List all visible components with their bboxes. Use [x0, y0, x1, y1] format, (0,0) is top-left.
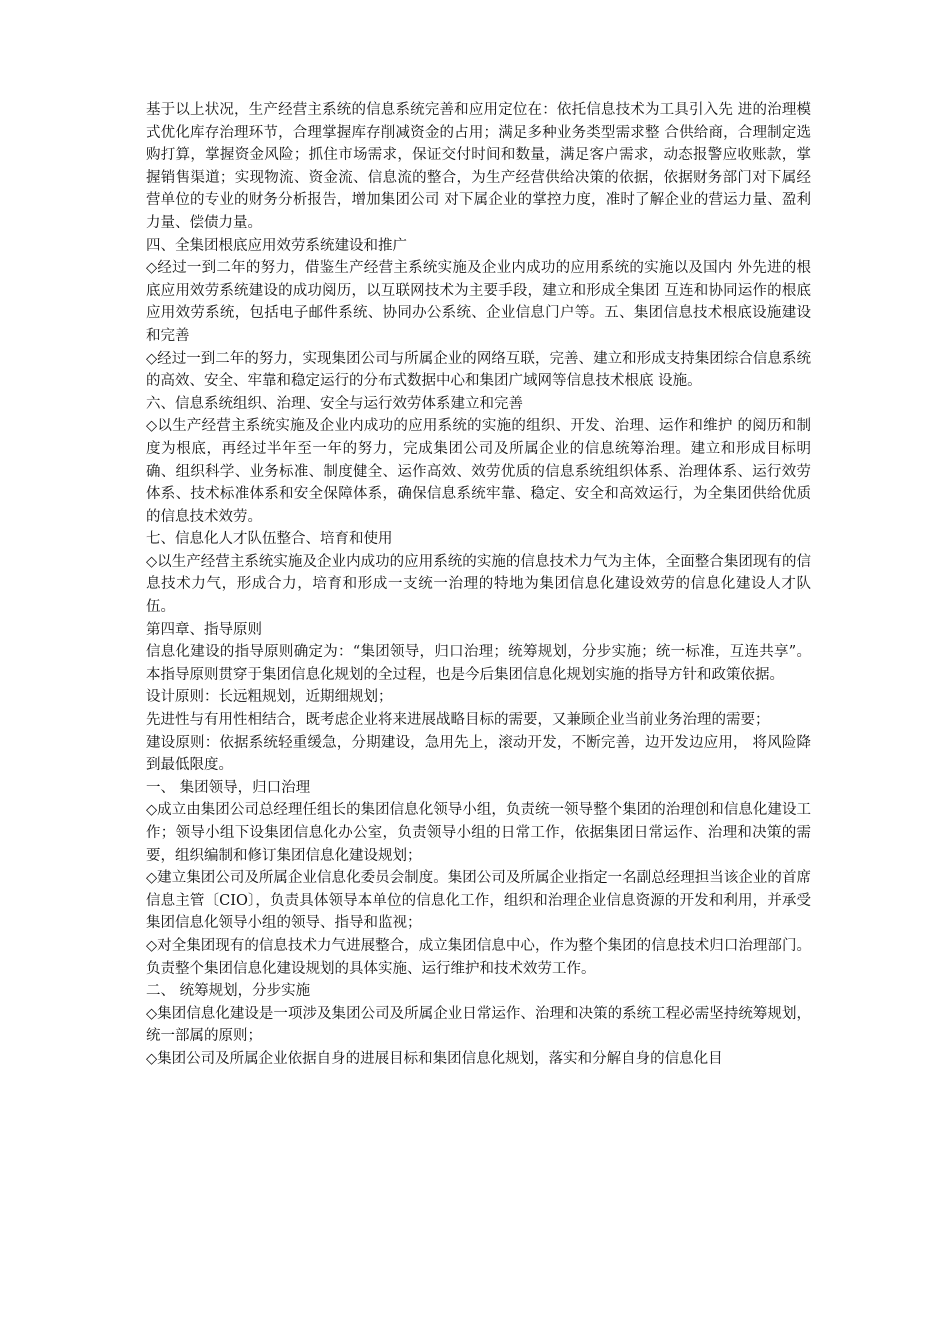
paragraph-basic-services: ◇经过一到二年的努力，借鉴生产经营主系统实施及企业内成功的应用系统的实施以及国内 外先进的根底应用效劳系统建设的成功阅历，以互联网技术为主要手段，建立和形成全集团 互连和协同运作的根底应用效劳系统，包括电子邮件系统、协同办公系统、企业信息门户等。五、集团信息技术根底设施建设和完善 [146, 260, 811, 344]
section-heading-4: 四、全集团根底应用效劳系统建设和推广 [146, 237, 407, 254]
paragraph-decompose-goals: ◇集团公司及所属企业依据自身的进展目标和集团信息化规划，落实和分解自身的信息化目 [146, 1050, 723, 1067]
paragraph-advanced-practical: 先进性与有用性相结合，既考虑企业将来进展战略目标的需要，又兼顾企业当前业务治理的需要； [146, 712, 770, 729]
paragraph-overall-planning: ◇集团信息化建设是一项涉及集团公司及所属企业日常运作、治理和决策的系统工程必需坚持统筹规划，统一部属的原则； [146, 1005, 811, 1045]
section-heading-6: 六、信息系统组织、治理、安全与运行效劳体系建立和完善 [146, 395, 523, 412]
chapter-heading-4: 第四章、指导原则 [146, 621, 262, 638]
section-heading-7: 七、信息化人才队伍整合、培育和使用 [146, 531, 393, 548]
paragraph-service-system: ◇以生产经营主系统实施及企业内成功的应用系统的实施的组织、开发、治理、运作和维护 的阅历和制度为根底，再经过半年至一年的努力，完成集团公司及所属企业的信息统筹治理。建立和形成目标明确、组织科学、业务标准、制度健全、运作高效、效劳优质的信息系统组织体系、治理体系、运行效劳体系、技术标准体系和安全保障体系，确保信息系统牢靠、稳定、安全和高效运行，为全集团供给优质的信息技术效劳。 [146, 418, 811, 525]
paragraph-cio-system: ◇建立集团公司及所属企业信息化委员会制度。集团公司及所属企业指定一名副总经理担当该企业的首席信息主管〔CIO〕，负责具体领导本单位的信息化工作，组织和治理企业信息资源的开发和利用，并承受集团信息化领导小组的领导、指导和监视； [146, 870, 811, 932]
principle-heading-2: 二、 统筹规划，分步实施 [146, 983, 311, 1000]
principle-heading-1: 一、 集团领导，归口治理 [146, 779, 311, 796]
paragraph-leadership-group: ◇成立由集团公司总经理任组长的集团信息化领导小组，负责统一领导整个集团的治理创和信息化建设工作；领导小组下设集团信息化办公室，负责领导小组的日常工作，依据集团日常运作、治理和决策的需要，组织编制和修订集团信息化建设规划； [146, 802, 811, 864]
paragraph-talent: ◇以生产经营主系统实施及企业内成功的应用系统的实施的信息技术力气为主体，全面整合集团现有的信息技术力气，形成合力，培育和形成一支统一治理的特地为集团信息化建设效劳的信息化建设人才队伍。 [146, 553, 811, 616]
paragraph-design-principle: 设计原则：长远粗规划，近期细规划； [146, 689, 393, 706]
paragraph-intro: 基于以上状况，生产经营主系统的信息系统完善和应用定位在：依托信息技术为工具引入先 进的治理模式优化库存治理环节，合理掌握库存削减资金的占用；满足多种业务类型需求整 合供给商，合理制定选购打算，掌握资金风险；抓住市场需求，保证交付时间和数量，满足客户需求，动态报警应收账款，掌握销售渠道；实现物流、资金流、信息流的整合，为生产经营供给决策的依据，依据财务部门对下属经营单位的专业的财务分析报告，增加集团公司 对下属企业的掌控力度，准时了解企业的营运力量、盈利力量、偿债力量。 [146, 102, 811, 231]
paragraph-construction-principle: 建设原则：依据系统轻重缓急，分期建设，急用先上，滚动开发，不断完善，边开发边应用， 将风险降到最低限度。 [146, 734, 811, 774]
paragraph-infrastructure: ◇经过一到二年的努力，实现集团公司与所属企业的网络互联，完善、建立和形成支持集团综合信息系统的高效、安全、牢靠和稳定运行的分布式数据中心和集团广域网等信息技术根底 设施。 [146, 350, 811, 390]
paragraph-info-center: ◇对全集团现有的信息技术力气进展整合，成立集团信息中心，作为整个集团的信息技术归口治理部门。负责整个集团信息化建设规划的具体实施、运行维护和技术效劳工作。 [146, 937, 811, 977]
document-body [146, 99, 811, 1071]
paragraph-guiding-principle: 信息化建设的指导原则确定为：“集团领导，归口治理；统筹规划，分步实施；统一标准，互连共享”。本指导原则贯穿于集团信息化规划的全过程，也是今后集团信息化规划实施的指导方针和政策依据。 [146, 644, 811, 683]
